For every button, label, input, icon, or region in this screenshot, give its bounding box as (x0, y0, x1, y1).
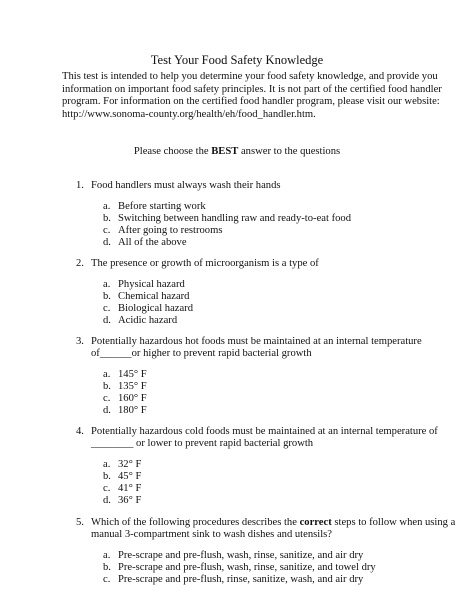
option-4d[interactable] (0, 495, 474, 508)
intro-link[interactable]: http://www.sonoma-county.org/health/eh/food_handler.htm. (62, 108, 316, 120)
option-letter: d. (103, 495, 111, 506)
option-text: 135° F (118, 381, 147, 392)
option-letter: c. (103, 393, 111, 404)
intro-paragraph (62, 71, 442, 121)
option-letter: a. (103, 279, 111, 290)
option-text: Pre-scrape and pre-flush, rinse, sanitize, wash, and air dry (118, 574, 364, 585)
option-letter: d. (103, 405, 111, 416)
question-1 (0, 180, 474, 193)
question-text: Potentially hazardous hot foods must be maintained at an internal temperature (91, 336, 422, 347)
option-text: 32° F (118, 459, 142, 470)
option-text: All of the above (118, 237, 187, 248)
question-text (91, 517, 455, 530)
document-title: Test Your Food Safety Knowledge (150, 53, 324, 67)
question-text-part: Which of the following procedures describes the (91, 517, 300, 528)
option-letter: a. (103, 550, 111, 561)
question-text: of______or higher to prevent rapid bacterial growth (91, 348, 312, 359)
option-letter: c. (103, 225, 111, 236)
question-text: ________ or lower to prevent rapid bacterial growth (91, 438, 314, 449)
option-text: 45° F (118, 471, 142, 482)
option-letter: d. (103, 237, 111, 248)
question-number: 5. (76, 517, 84, 528)
option-letter: b. (103, 291, 111, 302)
question-text: Potentially hazardous cold foods must be maintained at an internal temperature of (91, 426, 438, 437)
intro-line: information on important food safety principles. It is not part of the certified food handler (62, 83, 442, 95)
option-letter: c. (103, 574, 111, 585)
option-letter: c. (103, 483, 111, 494)
option-letter: a. (103, 459, 111, 470)
intro-line: program. For information on the certified food handler program, please visit our website: (62, 96, 440, 107)
option-text: After going to restrooms (118, 225, 223, 236)
option-2d[interactable] (0, 315, 474, 328)
option-letter: b. (103, 213, 111, 224)
option-letter: c. (103, 303, 111, 314)
question-number: 3. (76, 336, 84, 347)
option-letter: d. (103, 315, 111, 326)
question-3-continued (0, 348, 474, 361)
question-number: 1. (76, 180, 84, 191)
option-text: 180° F (118, 405, 147, 416)
option-5c[interactable] (0, 574, 474, 587)
option-1d[interactable] (0, 237, 474, 250)
option-text: Pre-scrape and pre-flush, wash, rinse, sanitize, and towel dry (118, 562, 376, 573)
option-text: Before starting work (118, 201, 206, 212)
question-5-continued (0, 529, 474, 542)
option-letter: b. (103, 471, 111, 482)
option-letter: b. (103, 381, 111, 392)
option-text: 41° F (118, 483, 142, 494)
option-letter: a. (103, 369, 111, 380)
question-text: manual 3-compartment sink to wash dishes and utensils? (91, 529, 332, 540)
option-text: Switching between handling raw and ready-to-eat food (118, 213, 351, 224)
option-letter: b. (103, 562, 111, 573)
option-3d[interactable] (0, 405, 474, 418)
instructions-emphasis: BEST (211, 146, 239, 157)
question-text-part: steps to follow when using a (331, 517, 456, 528)
question-text: Food handlers must always wash their hands (91, 180, 281, 191)
question-text: The presence or growth of microorganism is a type of (91, 258, 319, 269)
option-text: 160° F (118, 393, 147, 404)
instructions-text: answer to the questions (238, 146, 341, 157)
instructions (0, 146, 474, 159)
question-emphasis: correct (299, 517, 332, 528)
option-text: Pre-scrape and pre-flush, wash, rinse, sanitize, and air dry (118, 550, 364, 561)
option-text: Physical hazard (118, 279, 185, 290)
question-2 (0, 258, 474, 271)
option-text: 145° F (118, 369, 147, 380)
question-number: 4. (76, 426, 84, 437)
question-4-continued (0, 438, 474, 451)
instructions-text: Please choose the (133, 146, 212, 157)
option-text: Acidic hazard (118, 315, 178, 326)
question-number: 2. (76, 258, 84, 269)
option-text: Biological hazard (118, 303, 194, 314)
option-text: Chemical hazard (118, 291, 190, 302)
option-text: 36° F (118, 495, 142, 506)
intro-line: This test is intended to help you determine your food safety knowledge, and provide you (62, 71, 438, 82)
option-letter: a. (103, 201, 111, 212)
